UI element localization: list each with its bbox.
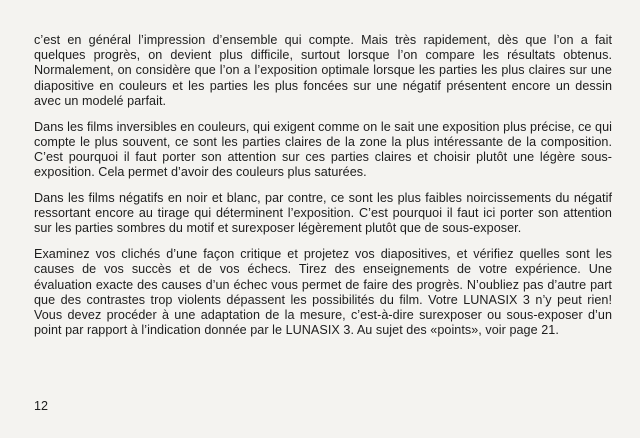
paragraph-examine-results: Examinez vos clichés d’une façon critique et projetez vos diapositives, et vérifiez quelles sont les causes de vos succès et de vos échecs. Tirez des enseignements de votre expérience. Une évaluation exacte des causes d’un échec vous permet de faire des progrès. N’oubliez pas d’autre part que des contrastes trop violents dépassent les possibilités du film. Votre LUNASIX 3 n’y peut rien! Vous devez procéder à une adaptation de la mesure, c’est-à-dire surexposer ou sous-exposer d’un point par rapport à l’indication donnée par le LUNASIX 3. Au sujet des «points», voir page 21. (34, 247, 612, 338)
paragraph-negative-films: Dans les films négatifs en noir et blanc, par contre, ce sont les plus faibles noircissements du négatif ressortant encore au tirage qui déterminent l’exposition. C’est pourquoi il faut ici porter son attention sur les parties sombres du motif et surexposer légèrement plutôt que de sous-exposer. (34, 191, 612, 236)
page-number: 12 (34, 399, 49, 413)
paragraph-exposure-overview: c’est en général l’impression d’ensemble qui compte. Mais très rapidement, dès que l’on a fait quelques progrès, on devient plus difficile, surtout lorsque l’on compare les résultats obtenus. Normalement, on considère que l’on a l’exposition optimale lorsque les parties les plus claires sur une diapositive en couleurs et les parties les plus foncées sur une négatif présentent encore un dessin avec un modelé parfait. (34, 33, 612, 108)
body-text (34, 33, 612, 349)
paragraph-reversal-films: Dans les films inversibles en couleurs, qui exigent comme on le sait une exposition plus précise, ce qui compte le plus souvent, ce sont les parties claires de la zone la plus intéressante de la composition. C’est pourquoi il faut porter son attention sur ces parties claires et choisir plutôt une légère sous-exposition. Cela permet d’avoir des couleurs plus saturées. (34, 119, 612, 180)
